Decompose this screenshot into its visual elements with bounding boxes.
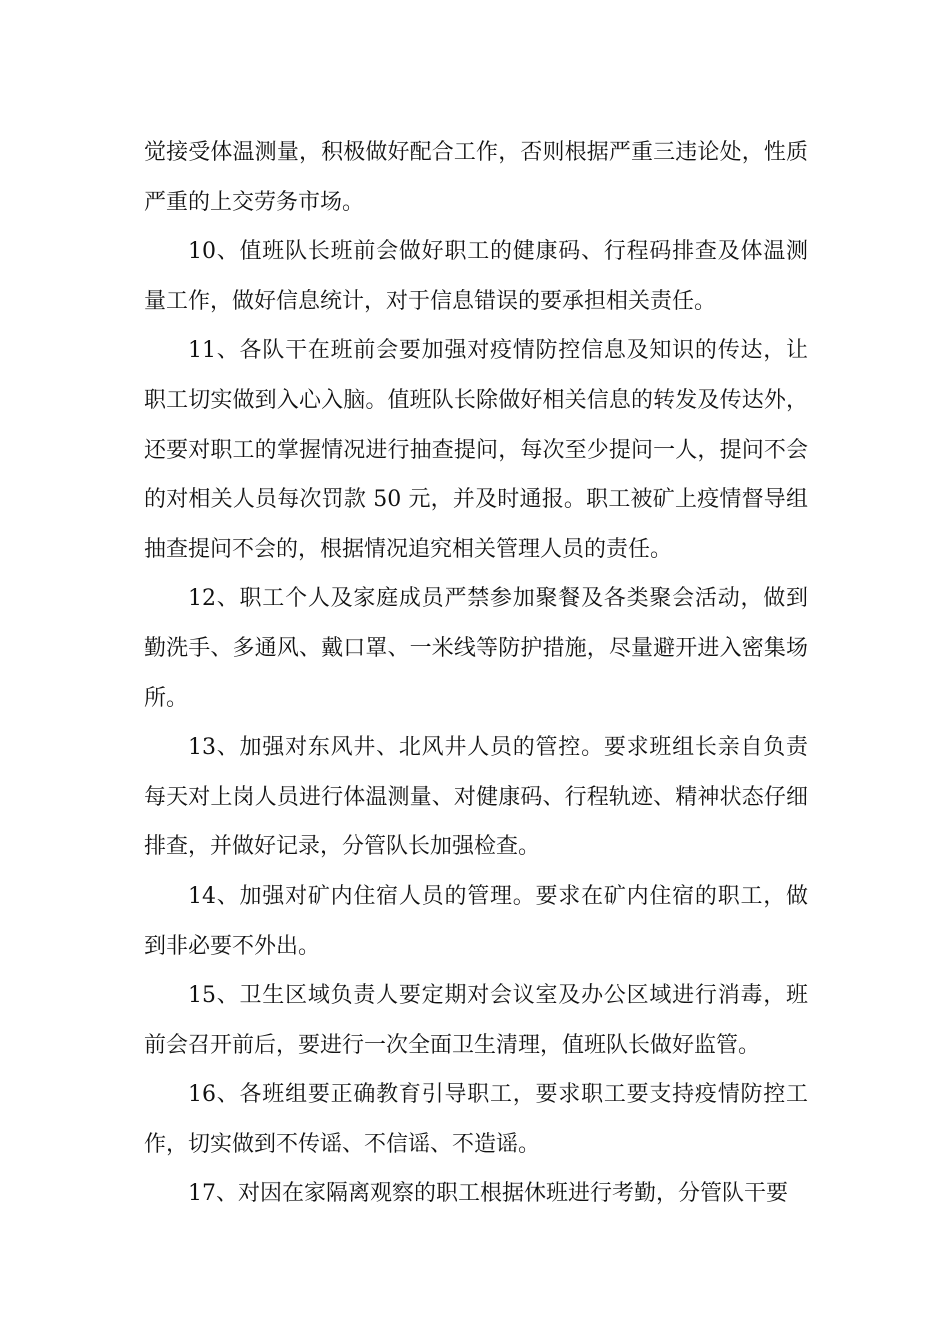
paragraph-13: 13、加强对东风井、北风井人员的管控。要求班组长亲自负责每天对上岗人员进行体温测量、对健康码、行程轨迹、精神状态仔细排查，并做好记录，分管队长加强检查。 xyxy=(144,735,808,860)
paragraph-continuation: 觉接受体温测量，积极做好配合工作，否则根据严重三违论处，性质严重的上交劳务市场。 xyxy=(144,140,808,215)
paragraph-17: 17、对因在家隔离观察的职工根据休班进行考勤，分管队干要 xyxy=(188,1181,788,1207)
document-body xyxy=(144,128,808,1219)
paragraph-11: 11、各队干在班前会要加强对疫情防控信息及知识的传达，让职工切实做到入心入脑。值班队长除做好相关信息的转发及传达外，还要对职工的掌握情况进行抽查提问，每次至少提问一人，提问不会的对相关人员每次罚款 50 元，并及时通报。职工被矿上疫情督导组抽查提问不会的，根据情况追究相关管理人员的责任。 xyxy=(144,338,808,562)
paragraph-14: 14、加强对矿内住宿人员的管理。要求在矿内住宿的职工，做到非必要不外出。 xyxy=(144,883,808,959)
paragraph-15: 15、卫生区域负责人要定期对会议室及办公区域进行消毒，班前会召开前后，要进行一次全面卫生清理，值班队长做好监管。 xyxy=(144,983,808,1058)
paragraph-12: 12、职工个人及家庭成员严禁参加聚餐及各类聚会活动，做到勤洗手、多通风、戴口罩、一米线等防护措施，尽量避开进入密集场所。 xyxy=(144,586,808,711)
paragraph-16: 16、各班组要正确教育引导职工，要求职工要支持疫情防控工作，切实做到不传谣、不信谣、不造谣。 xyxy=(144,1082,808,1157)
paragraph-10: 10、值班队长班前会做好职工的健康码、行程码排查及体温测量工作，做好信息统计，对于信息错误的要承担相关责任。 xyxy=(144,239,808,314)
